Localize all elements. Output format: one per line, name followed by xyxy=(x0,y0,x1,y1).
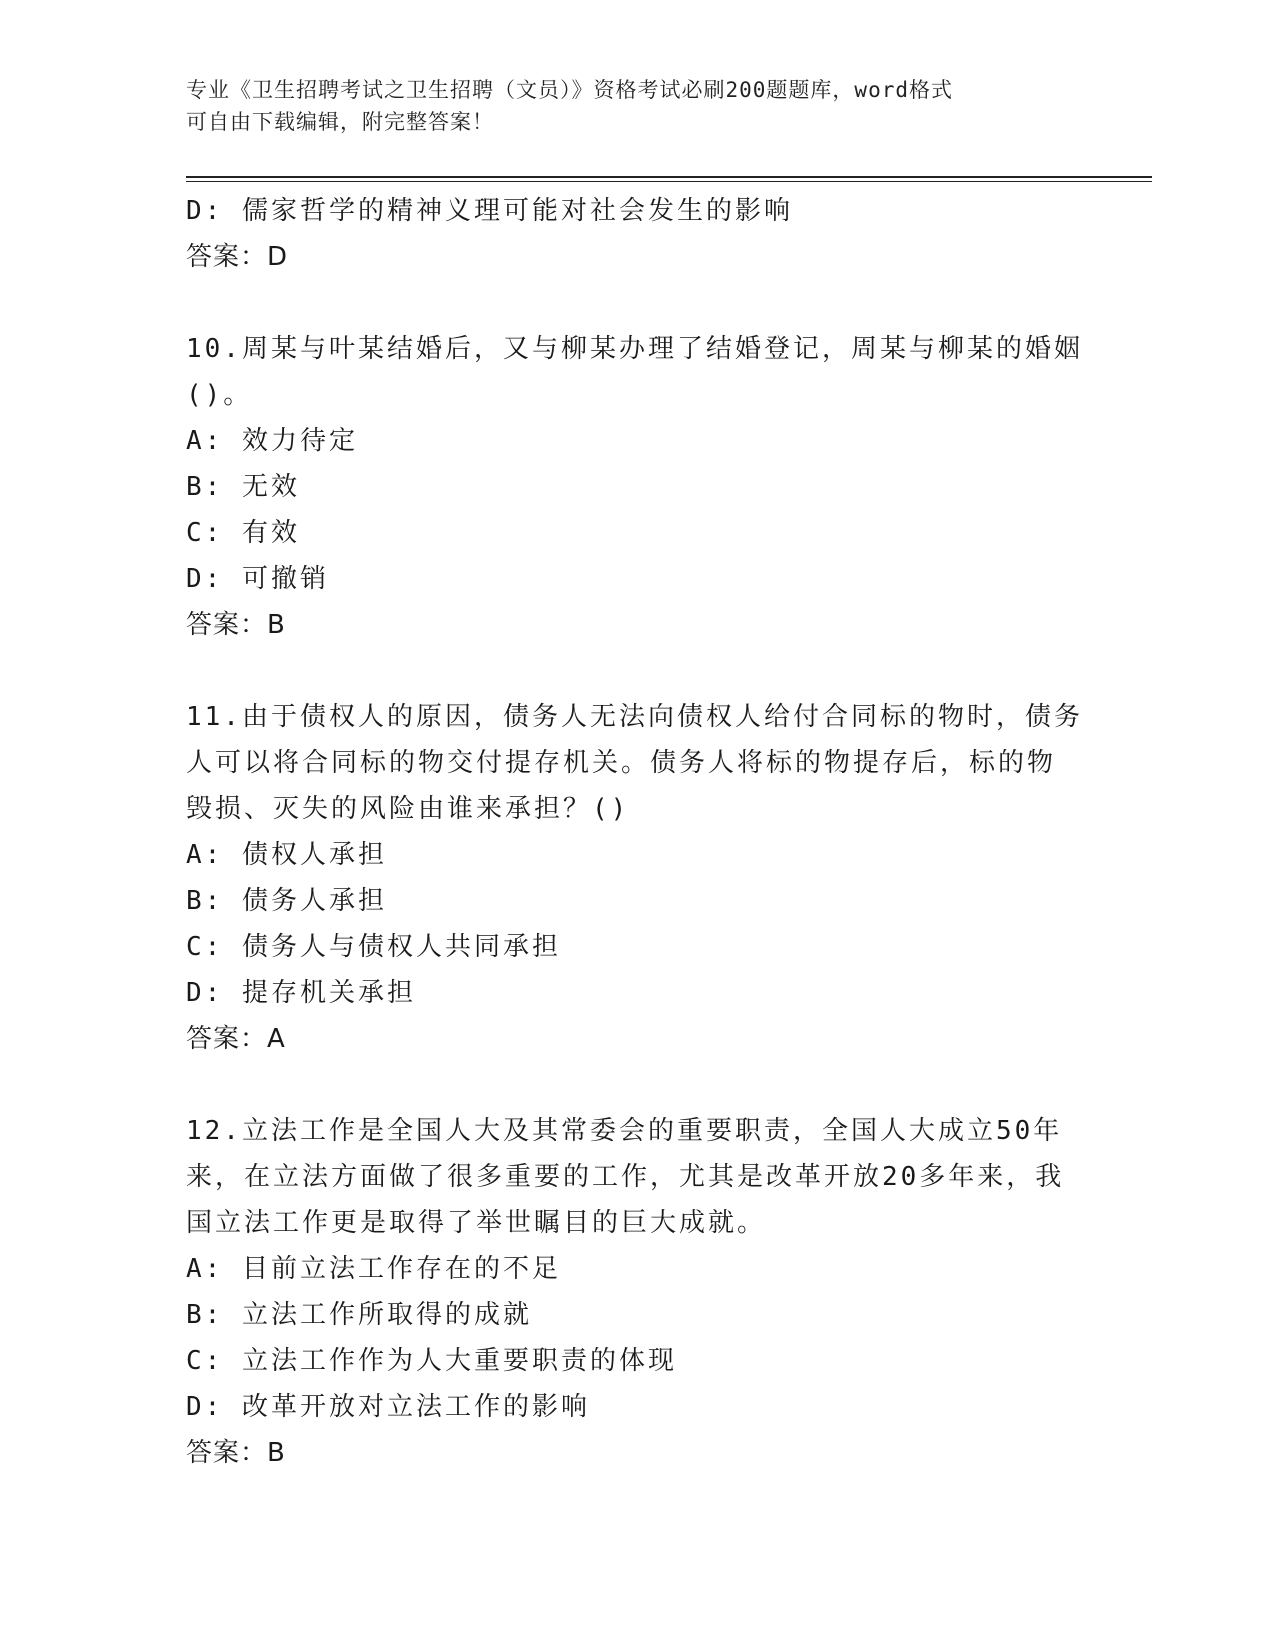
question-10-text-line-2: ()。 xyxy=(186,380,253,410)
question-11 xyxy=(186,694,1083,1062)
prev-answer: 答案：D xyxy=(186,242,289,272)
spacer xyxy=(186,1062,1076,1108)
question-content xyxy=(186,188,1083,1476)
prev-option-d: D: 儒家哲学的精神义理可能对社会发生的影响 xyxy=(186,196,793,226)
question-10-option-a: A: 效力待定 xyxy=(186,426,358,456)
question-12-text-line-2: 来，在立法方面做了很多重要的工作，尤其是改革开放20多年来，我 xyxy=(186,1162,1065,1192)
spacer xyxy=(186,648,1076,694)
question-12-text-line-3: 国立法工作更是取得了举世瞩目的巨大成就。 xyxy=(186,1208,767,1238)
question-10-answer: 答案：B xyxy=(186,610,286,640)
question-12 xyxy=(186,1108,1076,1476)
question-11-text-line-1: 11.由于债权人的原因，债务人无法向债权人给付合同标的物时，债务 xyxy=(186,702,1083,732)
question-12-option-d: D: 改革开放对立法工作的影响 xyxy=(186,1392,590,1422)
question-11-answer: 答案：A xyxy=(186,1024,286,1054)
question-12-option-c: C: 立法工作作为人大重要职责的体现 xyxy=(186,1346,677,1376)
question-12-answer: 答案：B xyxy=(186,1438,286,1468)
question-12-text-line-1: 12.立法工作是全国人大及其常委会的重要职责，全国人大成立50年 xyxy=(186,1116,1063,1146)
question-11-option-a: A: 债权人承担 xyxy=(186,840,387,870)
question-10-text-line-1: 10.周某与叶某结婚后，又与柳某办理了结婚登记，周某与柳某的婚姻 xyxy=(186,334,1083,364)
header-divider-thick xyxy=(186,176,1152,178)
question-10-option-c: C: 有效 xyxy=(186,518,300,548)
question-10-option-b: B: 无效 xyxy=(186,472,300,502)
header-title-line-2: 可自由下载编辑，附完整答案！ xyxy=(186,110,494,134)
question-12-option-b: B: 立法工作所取得的成就 xyxy=(186,1300,532,1330)
question-11-text-line-2: 人可以将合同标的物交付提存机关。债务人将标的物提存后，标的物 xyxy=(186,748,1057,778)
question-11-text-line-3: 毁损、灭失的风险由谁来承担？() xyxy=(186,794,630,824)
question-10-option-d: D: 可撤销 xyxy=(186,564,329,594)
question-11-option-d: D: 提存机关承担 xyxy=(186,978,416,1008)
question-11-option-c: C: 债务人与债权人共同承担 xyxy=(186,932,561,962)
header-divider-thin xyxy=(186,181,1152,182)
question-10 xyxy=(186,326,1083,648)
header-title-line-1: 专业《卫生招聘考试之卫生招聘（文员）》资格考试必刷200题题库，word格式 xyxy=(186,78,953,102)
spacer xyxy=(186,280,1076,326)
document-header xyxy=(186,74,1066,138)
question-12-option-a: A: 目前立法工作存在的不足 xyxy=(186,1254,561,1284)
question-11-option-b: B: 债务人承担 xyxy=(186,886,387,916)
